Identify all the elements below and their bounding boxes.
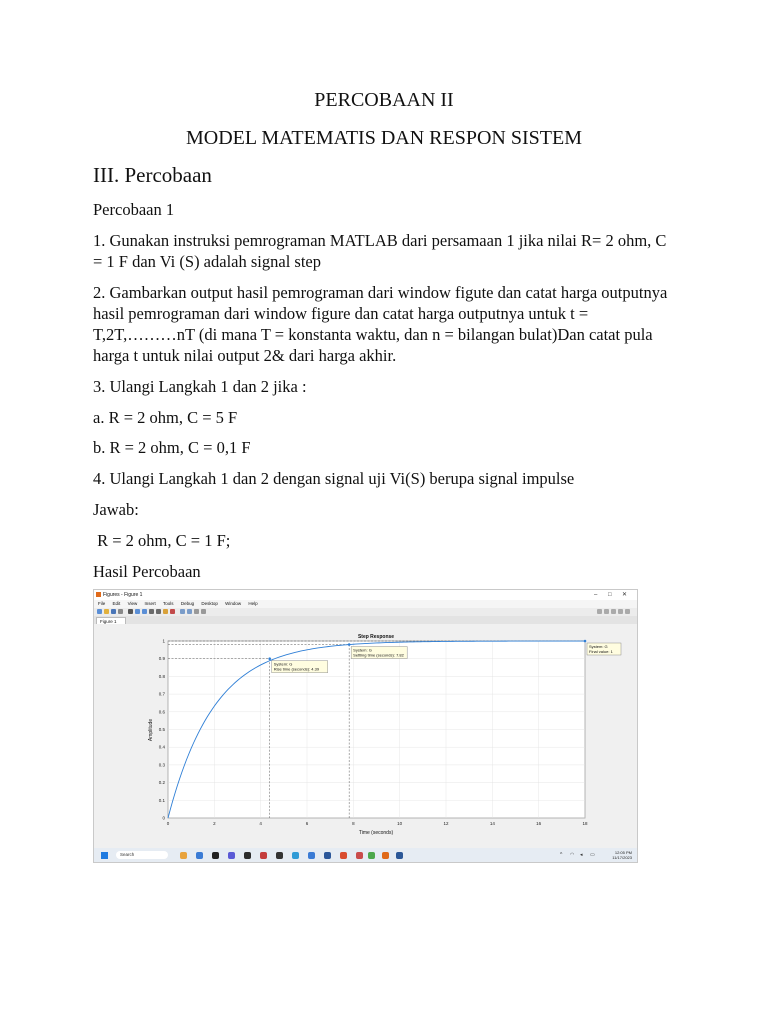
paragraph-jawab: Jawab: <box>93 500 139 519</box>
menu-view[interactable]: View <box>127 601 138 606</box>
data-tip-text: Final value: 1 <box>589 649 613 654</box>
y-tick-label: 0.3 <box>158 762 165 768</box>
paragraph-given-values: R = 2 ohm, C = 1 F; <box>93 531 231 550</box>
print-icon[interactable] <box>118 609 123 614</box>
help-icon[interactable] <box>625 609 630 614</box>
menu-debug[interactable]: Debug <box>180 601 195 606</box>
app-icon-15[interactable] <box>396 852 403 859</box>
zoom-in-icon[interactable] <box>135 609 140 614</box>
chrome-icon[interactable] <box>368 852 375 859</box>
app-icon-8[interactable] <box>292 852 299 859</box>
menu-help[interactable]: Help <box>248 601 258 606</box>
brush-icon[interactable] <box>170 609 175 614</box>
tile-icon[interactable] <box>597 609 602 614</box>
data-tip-text: Settling time (seconds): 7.82 <box>353 652 404 658</box>
window-titlebar <box>94 590 637 600</box>
data-tip-text: Rise time (seconds): 4.39 <box>273 666 320 672</box>
taskbar-clock[interactable] <box>600 850 632 860</box>
step-response-chart <box>94 624 637 848</box>
app-icon-12[interactable] <box>356 852 363 859</box>
word-icon[interactable] <box>324 852 331 859</box>
y-tick-label: 0.6 <box>158 709 165 715</box>
chevron-up-icon[interactable]: ^ <box>560 852 563 858</box>
app-icon-2[interactable] <box>196 852 203 859</box>
pointer-icon[interactable] <box>128 609 133 614</box>
menu-file[interactable]: File <box>98 601 106 606</box>
paragraph-step-3a: a. R = 2 ohm, C = 5 F <box>93 408 238 427</box>
menu-tools[interactable]: Tools <box>163 601 174 606</box>
doc-title: PERCOBAAN II <box>314 89 454 111</box>
clock-time: 12:05 PM <box>614 850 632 855</box>
figure-area <box>94 624 637 848</box>
menu-bar <box>94 600 637 608</box>
figure-toolbar <box>94 608 637 616</box>
wifi-icon[interactable]: ◠ <box>570 852 575 858</box>
data-tip-text: System: G <box>273 661 293 667</box>
file-explorer-icon[interactable] <box>180 852 187 859</box>
y-tick-label: 0.5 <box>158 727 165 732</box>
app-icon-7[interactable] <box>276 852 283 859</box>
windows-taskbar <box>94 848 637 862</box>
data-tip-marker[interactable] <box>268 657 271 660</box>
layout-icon[interactable] <box>604 609 609 614</box>
app-icon-9[interactable] <box>308 852 315 859</box>
zoom-out-icon[interactable] <box>142 609 147 614</box>
taskbar-search-label: Search <box>120 852 135 857</box>
app-icon-4[interactable] <box>228 852 235 859</box>
open-icon[interactable] <box>104 609 109 614</box>
y-tick-label: 0.9 <box>158 656 165 662</box>
data-tip-text: System: G <box>353 647 372 653</box>
x-tick-label: 0 <box>166 821 170 826</box>
paragraph-step-3: 3. Ulangi Langkah 1 dan 2 jika : <box>93 377 307 396</box>
paragraph-step-1: 1. Gunakan instruksi pemrograman MATLAB dari persamaan 1 jika nilai R= 2 ohm, C = 1 F dan Vi (S) adalah signal step <box>93 231 667 271</box>
colorbar-icon[interactable] <box>180 609 185 614</box>
battery-icon[interactable]: ▭ <box>590 852 595 858</box>
grid-layout-icon[interactable] <box>611 609 616 614</box>
y-tick-label: 0.2 <box>158 780 165 786</box>
x-tick-label: 2 <box>213 821 216 826</box>
section-heading: III. Percobaan <box>93 163 212 187</box>
x-tick-label: 12 <box>443 821 449 826</box>
menu-desktop[interactable]: Desktop <box>201 601 218 606</box>
undock-icon[interactable] <box>618 609 623 614</box>
x-tick-label: 14 <box>489 821 495 826</box>
app-icon-5[interactable] <box>244 852 251 859</box>
plot-tools-icon[interactable] <box>194 609 199 614</box>
data-cursor-icon[interactable] <box>163 609 168 614</box>
y-tick-label: 0.1 <box>158 797 165 803</box>
volume-icon[interactable]: ◂ <box>580 852 583 858</box>
x-tick-label: 18 <box>582 821 588 826</box>
matlab-taskbar-icon[interactable] <box>382 852 389 859</box>
maximize-icon[interactable]: □ <box>608 592 612 598</box>
y-axis-label: Amplitude <box>148 718 154 742</box>
app-icon-3[interactable] <box>212 852 219 859</box>
window-title: Figures - Figure 1 <box>103 592 143 598</box>
paragraph-step-2: 2. Gambarkan output hasil pemrograman dari window figute dan catat harga outputnya hasil pemrograman dari window figure dan catat harga outputnya untuk t = T,2T,………nT (di mana T = konstanta waktu, dan n = bilangan bulat)Dan catat pula harga t untuk nilai output 2& dari harga akhir. <box>93 283 668 365</box>
save-icon[interactable] <box>111 609 116 614</box>
rotate-icon[interactable] <box>156 609 161 614</box>
clock-date: 11/17/2023 <box>612 855 632 860</box>
paragraph-step-3b: b. R = 2 ohm, C = 0,1 F <box>93 438 251 457</box>
paragraph-percobaan-1: Percobaan 1 <box>93 200 175 219</box>
doc-subtitle: MODEL MATEMATIS DAN RESPON SISTEM <box>186 127 582 149</box>
menu-edit[interactable]: Edit <box>112 601 121 606</box>
y-tick-label: 1 <box>162 638 165 644</box>
tab-figure-1[interactable]: Figure 1 <box>96 617 126 624</box>
windows-start-icon[interactable] <box>101 852 108 859</box>
y-tick-label: 0.7 <box>158 691 165 697</box>
close-icon[interactable]: ✕ <box>622 592 628 598</box>
data-tip-marker[interactable] <box>348 643 351 646</box>
y-tick-label: 0.8 <box>158 673 165 679</box>
minimize-icon[interactable]: – <box>594 592 598 598</box>
app-icon-11[interactable] <box>340 852 347 859</box>
y-tick-label: 0.4 <box>158 744 165 750</box>
y-tick-label: 0 <box>162 815 165 821</box>
dock-icon[interactable] <box>201 609 206 614</box>
menu-window[interactable]: Window <box>225 601 242 606</box>
legend-icon[interactable] <box>187 609 192 614</box>
x-axis-label: Time (seconds) <box>358 830 394 836</box>
x-tick-label: 8 <box>352 821 355 826</box>
matlab-screenshot <box>93 589 638 863</box>
paragraph-hasil: Hasil Percobaan <box>93 562 201 581</box>
x-tick-label: 10 <box>397 821 403 826</box>
data-tip-text: System: G <box>589 644 608 649</box>
app-icon-6[interactable] <box>260 852 267 859</box>
x-tick-label: 6 <box>305 821 309 826</box>
paragraph-step-4: 4. Ulangi Langkah 1 dan 2 dengan signal uji Vi(S) berupa signal impulse <box>93 469 575 488</box>
figure-tab-bar <box>94 616 637 624</box>
new-figure-icon[interactable] <box>97 609 102 614</box>
menu-insert[interactable]: Insert <box>144 601 156 606</box>
pan-icon[interactable] <box>149 609 154 614</box>
x-tick-label: 16 <box>536 821 542 826</box>
data-tip-marker[interactable] <box>584 640 587 643</box>
taskbar-search[interactable] <box>116 851 168 859</box>
chart-title: Step Response <box>357 634 395 640</box>
x-tick-label: 4 <box>259 821 262 826</box>
matlab-icon <box>96 592 101 597</box>
